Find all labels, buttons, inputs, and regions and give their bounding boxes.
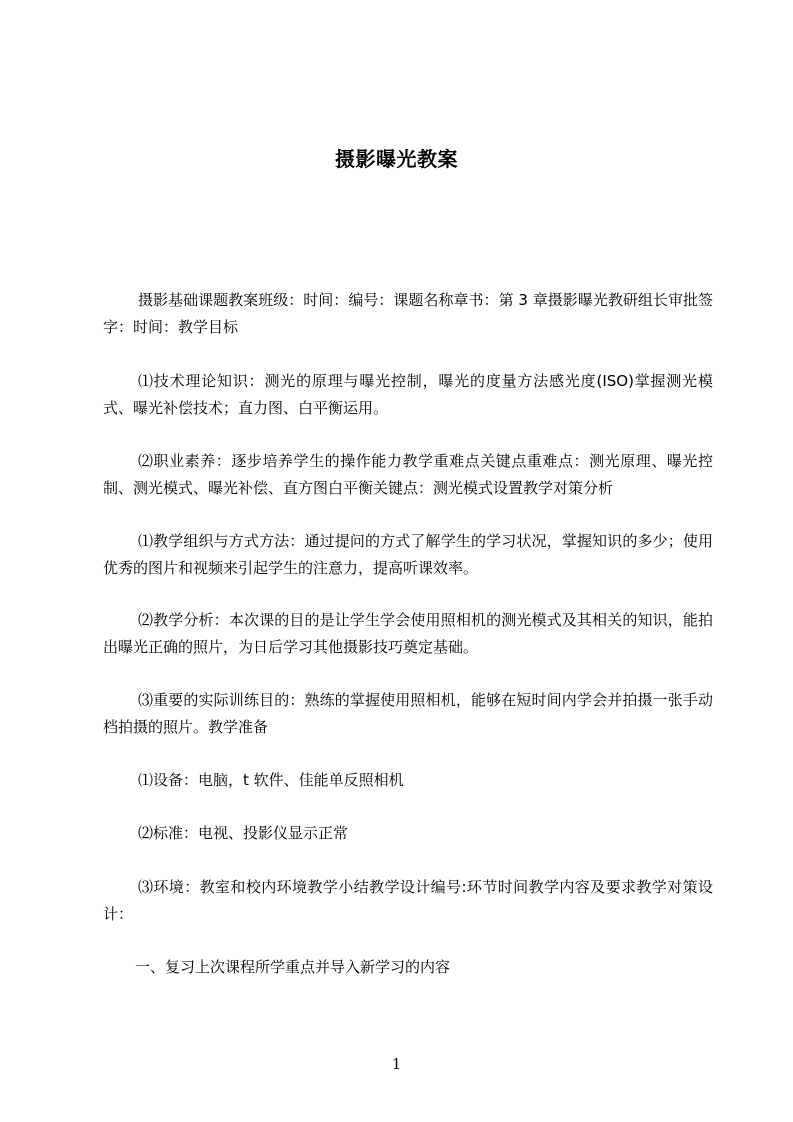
document-title: 摄影曝光教案 — [335, 147, 458, 171]
paragraph-training-goal: ⑶重要的实际训练目的：熟练的掌握使用照相机，能够在短时间内学会并拍摄一张手动档拍摄的照片。教学准备 — [103, 691, 713, 736]
paragraph-professional-quality: ⑵职业素养：逐步培养学生的操作能力教学重难点关键点重难点：测光原理、曝光控制、测光模式、曝光补偿、直方图白平衡关键点：测光模式设置教学对策分析 — [103, 452, 713, 497]
paragraph-teaching-analysis: ⑵教学分析：本次课的目的是让学生学会使用照相机的测光模式及其相关的知识，能拍出曝光正确的照片，为日后学习其他摄影技巧奠定基础。 — [103, 611, 713, 656]
page-number: 1 — [391, 1055, 402, 1073]
paragraph-course-info: 摄影基础课题教案班级：时间：编号：课题名称章书：第 3 章摄影曝光教研组长审批签字：时间：教学目标 — [103, 291, 713, 336]
paragraph-equipment: ⑴设备：电脑，t 软件、佳能单反照相机 — [138, 771, 404, 789]
paragraph-standard: ⑵标准：电视、投影仪显示正常 — [138, 824, 349, 842]
paragraph-technical-knowledge: ⑴技术理论知识：测光的原理与曝光控制，曝光的度量方法感光度(ISO)掌握测光模式、曝光补偿技术；直力图、白平衡运用。 — [103, 372, 713, 417]
paragraph-environment: ⑶环境：教室和校内环境教学小结教学设计编号:环节时间教学内容及要求教学对策设计： — [103, 878, 713, 923]
paragraph-teaching-organization: ⑴教学组织与方式方法：通过提问的方式了解学生的学习状况，掌握知识的多少；使用优秀的图片和视频来引起学生的注意力，提高听课效率。 — [103, 532, 713, 577]
paragraph-review-section: 一、复习上次课程所学重点并导入新学习的内容 — [135, 958, 451, 976]
